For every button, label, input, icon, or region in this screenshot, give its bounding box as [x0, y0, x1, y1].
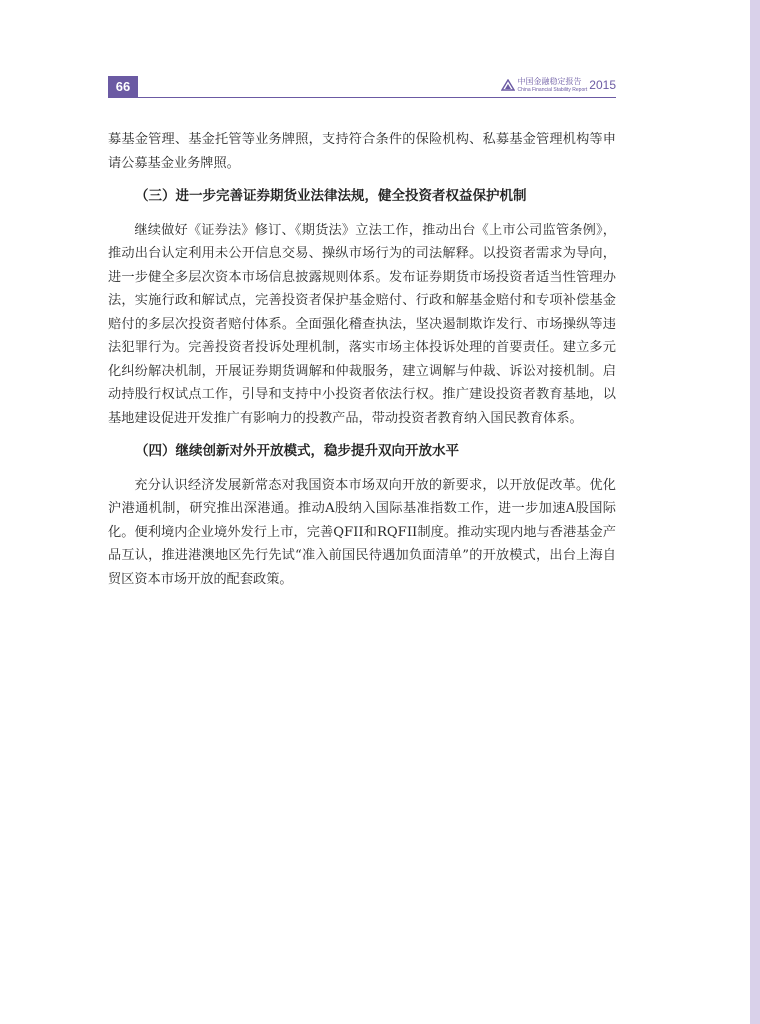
page-body — [108, 128, 616, 591]
paragraph-4: 充分认识经济发展新常态对我国资本市场双向开放的新要求，以开放促改革。优化沪港通机制，研究推出深港通。推动A股纳入国际基准指数工作，进一步加速A股国际化。便利境内企业境外发行上市，完善QFII和RQFII制度。推动实现内地与香港基金产品互认，推进港澳地区先行先试“准入前国民待遇加负面清单”的开放模式，出台上海自贸区资本市场开放的配套政策。 — [108, 477, 616, 587]
spacer — [108, 430, 616, 440]
paragraph-3: 继续做好《证券法》修订、《期货法》立法工作，推动出台《上市公司监管条例》，推动出台认定利用未公开信息交易、操纵市场行为的司法解释。以投资者需求为导向，进一步健全多层次资本市场信息披露规则体系。发布证券期货市场投资者适当性管理办法，实施行政和解试点，完善投资者保护基金赔付、行政和解基金赔付和专项补偿基金赔付的多层次投资者赔付体系。全面强化稽查执法，坚决遏制欺诈发行、市场操纵等违法犯罪行为。完善投资者投诉处理机制，落实市场主体投诉处理的首要责任。建立多元化纠纷解决机制，开展证券期货调解和仲裁服务，建立调解与仲裁、诉讼对接机制。启动持股行权试点工作，引导和支持中小投资者依法行权。推广建设投资者教育基地，以基地建设促进开发推广有影响力的投教产品，带动投资者教育纳入国民教育体系。 — [108, 222, 616, 426]
side-color-strip — [750, 0, 760, 1024]
section-heading-4: （四）继续创新对外开放模式，稳步提升双向开放水平 — [135, 443, 459, 459]
report-logo-icon — [501, 79, 515, 91]
spacer — [108, 175, 616, 185]
report-year: 2015 — [589, 78, 616, 92]
page-number: 66 — [108, 76, 138, 98]
page-header — [108, 72, 616, 100]
report-titles — [518, 78, 588, 93]
section-heading-3: （三）进一步完善证券期货业法律法规，健全投资者权益保护机制 — [135, 188, 527, 204]
report-brand — [501, 74, 616, 96]
spacer — [108, 464, 616, 474]
header-rule — [138, 97, 616, 98]
report-title-cn: 中国金融稳定报告 — [517, 76, 582, 86]
spacer — [108, 209, 616, 219]
report-title-en: China Financial Stability Report — [517, 86, 588, 93]
paragraph-continued: 募基金管理、基金托管等业务牌照，支持符合条件的保险机构、私募基金管理机构等申请公募基金业务牌照。 — [108, 132, 616, 171]
